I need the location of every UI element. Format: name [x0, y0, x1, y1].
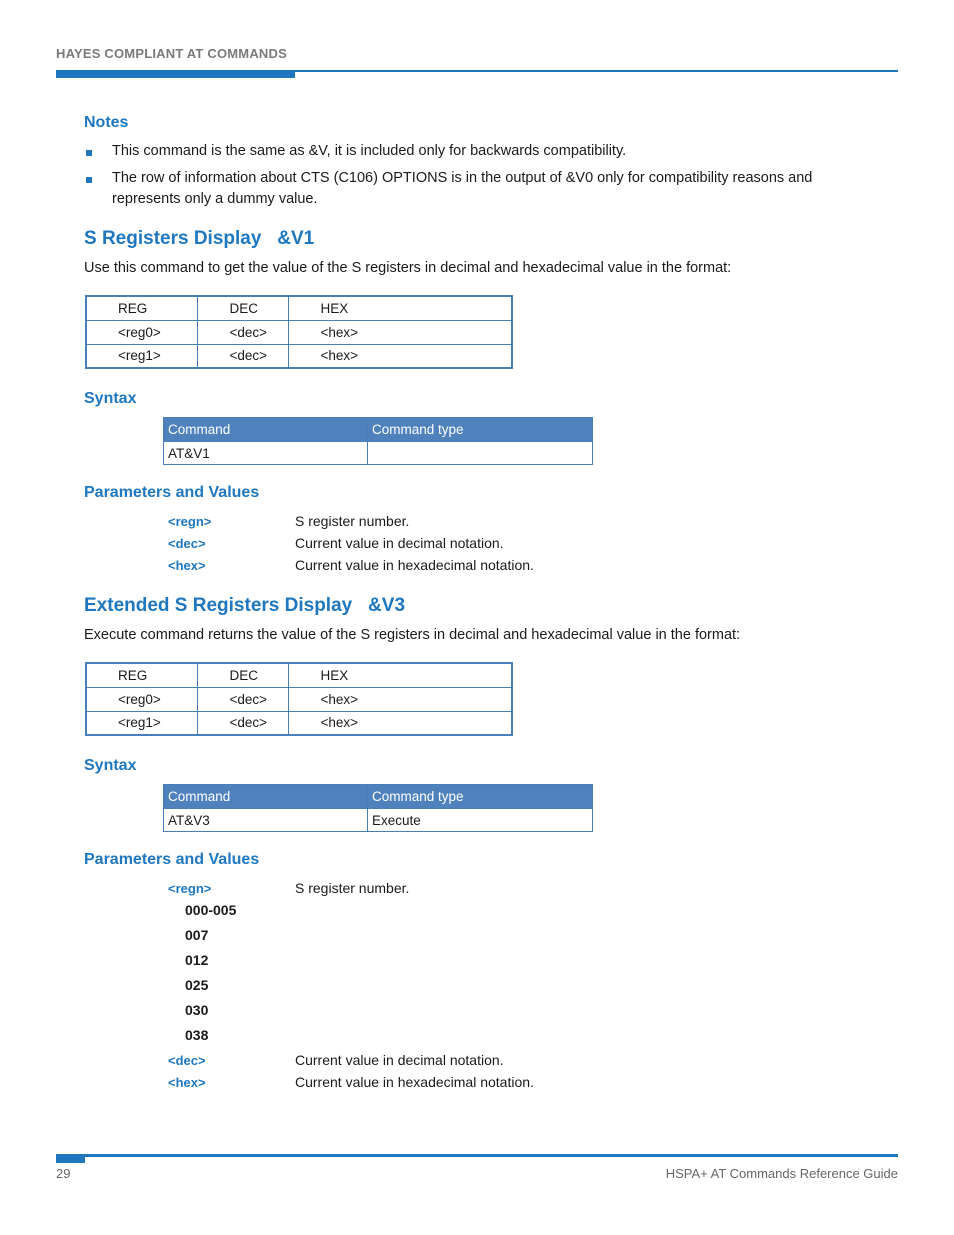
- s-registers-heading: S Registers Display &V1: [84, 228, 315, 249]
- table-cell: <hex>: [288, 687, 512, 711]
- table-cell: DEC: [197, 663, 288, 687]
- regn-value: 025: [185, 977, 209, 993]
- notes-heading: Notes: [84, 114, 129, 131]
- table-cell: <dec>: [197, 711, 288, 735]
- syntax-table-v3: [163, 784, 593, 832]
- footer-accent-bar: [56, 1154, 85, 1163]
- ext-registers-format-table: [85, 662, 513, 736]
- column-header-command: Command: [164, 785, 368, 809]
- command-type-cell: Execute: [368, 809, 593, 832]
- param-name-dec: <dec>: [168, 536, 206, 551]
- table-cell: <reg1>: [86, 344, 197, 368]
- param-desc-regn: S register number.: [295, 513, 410, 529]
- s-registers-intro: Use this command to get the value of the S registers in decimal and hexadecimal value in the format:: [84, 260, 732, 276]
- regn-value: 038: [185, 1027, 209, 1043]
- table-cell: <dec>: [197, 344, 288, 368]
- table-cell: REG: [86, 296, 197, 320]
- table-cell: <hex>: [288, 711, 512, 735]
- param-name-hex: <hex>: [168, 1075, 206, 1090]
- page-number: 29: [56, 1166, 71, 1181]
- param-desc-dec: Current value in decimal notation.: [295, 1052, 504, 1068]
- notes-item-1: This command is the same as &V, it is included only for backwards compatibility.: [112, 143, 627, 159]
- table-cell: <reg0>: [86, 320, 197, 344]
- column-header-command: Command: [164, 418, 368, 442]
- command-cell: AT&V1: [164, 442, 368, 465]
- table-cell: <hex>: [288, 320, 512, 344]
- ext-registers-intro: Execute command returns the value of the S registers in decimal and hexadecimal value in the format:: [84, 627, 741, 643]
- table-row: [86, 296, 512, 320]
- param-desc-hex: Current value in hexadecimal notation.: [295, 1074, 534, 1090]
- table-row: [164, 809, 593, 832]
- s-registers-format-table: [85, 295, 513, 369]
- table-cell: <dec>: [197, 320, 288, 344]
- table-row: [164, 442, 593, 465]
- table-cell: DEC: [197, 296, 288, 320]
- syntax-table-v1: [163, 417, 593, 465]
- command-type-cell: [368, 442, 593, 465]
- table-cell: REG: [86, 663, 197, 687]
- syntax-heading-v1: Syntax: [84, 390, 137, 407]
- running-header: HAYES COMPLIANT AT COMMANDS: [56, 46, 287, 61]
- param-desc-regn: S register number.: [295, 880, 410, 896]
- table-cell: <reg1>: [86, 711, 197, 735]
- footer-rule: [56, 1154, 898, 1157]
- footer-guide-title: HSPA+ AT Commands Reference Guide: [665, 1166, 898, 1181]
- params-heading-v3: Parameters and Values: [84, 851, 260, 868]
- param-desc-dec: Current value in decimal notation.: [295, 535, 504, 551]
- table-cell: HEX: [288, 296, 512, 320]
- table-cell: <reg0>: [86, 687, 197, 711]
- param-desc-hex: Current value in hexadecimal notation.: [295, 557, 534, 573]
- table-cell: <hex>: [288, 344, 512, 368]
- table-row: [86, 663, 512, 687]
- square-bullet-icon: [86, 177, 92, 183]
- table-cell: <dec>: [197, 687, 288, 711]
- ext-registers-heading: Extended S Registers Display &V3: [84, 595, 406, 616]
- table-row: [86, 711, 512, 735]
- syntax-heading-v3: Syntax: [84, 757, 137, 774]
- param-name-dec: <dec>: [168, 1053, 206, 1068]
- table-cell: HEX: [288, 663, 512, 687]
- command-cell: AT&V3: [164, 809, 368, 832]
- regn-value: 012: [185, 952, 209, 968]
- table-header-row: [164, 418, 593, 442]
- header-accent-bar: [56, 70, 295, 78]
- column-header-command-type: Command type: [368, 785, 593, 809]
- notes-item-2-line-2: represents only a dummy value.: [112, 191, 318, 207]
- notes-item-2-line-1: The row of information about CTS (C106) OPTIONS is in the output of &V0 only for compatibility reasons and: [112, 170, 813, 186]
- params-heading-v1: Parameters and Values: [84, 484, 260, 501]
- table-row: [86, 687, 512, 711]
- regn-value: 007: [185, 927, 209, 943]
- square-bullet-icon: [86, 150, 92, 156]
- table-row: [86, 320, 512, 344]
- param-name-regn: <regn>: [168, 881, 212, 896]
- table-row: [86, 344, 512, 368]
- regn-value: 030: [185, 1002, 209, 1018]
- regn-value: 000-005: [185, 902, 237, 918]
- param-name-hex: <hex>: [168, 558, 206, 573]
- param-name-regn: <regn>: [168, 514, 212, 529]
- table-header-row: [164, 785, 593, 809]
- column-header-command-type: Command type: [368, 418, 593, 442]
